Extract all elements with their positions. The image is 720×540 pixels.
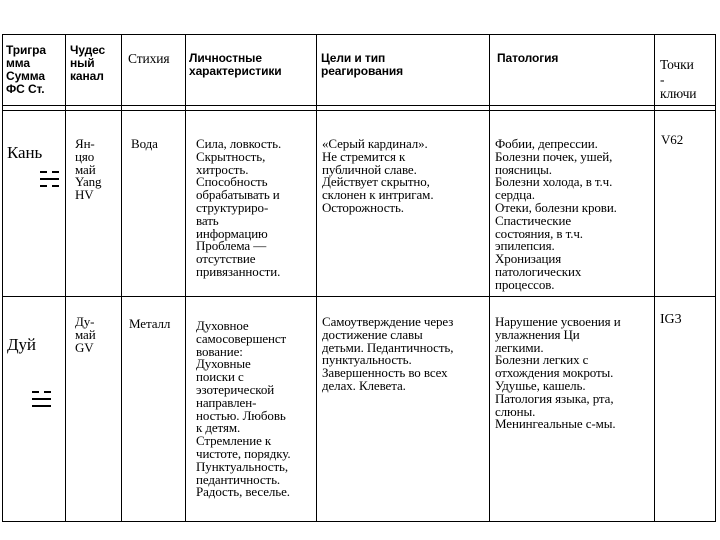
header-traits: Личностные характеристики [189, 51, 282, 78]
header-channel: Чудес ный канал [70, 43, 106, 83]
table-col-line-0 [2, 34, 3, 522]
row2-trigram-name: Дуй [7, 335, 36, 354]
row2-channel: Ду- май GV [75, 314, 96, 355]
table-col-line-4 [316, 34, 317, 522]
row1-channel: Ян- цяо май Yang HV [75, 136, 102, 203]
header-goals: Цели и тип реагирования [321, 51, 404, 78]
header-points: Точки - ключи [660, 57, 697, 101]
table-border-row-divider [2, 110, 716, 111]
header-pathology: Патология [497, 51, 559, 65]
row2-goals: Самоутверждение через достижение славы детьми. Педантичность, пунктуальность. Завершенность во всех делах. Клевета. [322, 314, 454, 393]
table-border-top [2, 34, 716, 35]
row2-element: Металл [129, 316, 171, 331]
table-col-line-7 [715, 34, 716, 522]
table-col-line-1 [65, 34, 66, 522]
row2-pathology: Нарушение усвоения и увлажнения Ци легкими. Болезни легких с отхождения мокроты. Удушье, кашель. Патология языка, рта, слюны. Менингеальные с-мы. [495, 314, 621, 432]
row1-points: V62 [661, 132, 684, 147]
row1-traits: Сила, ловкость. Скрытность, хитрость. Способность обрабатывать и структуриро- вать информацию Проблема — отсутствие привязанности. [196, 136, 282, 279]
row1-pathology: Фобии, депрессии. Болезни почек, ушей, поясницы. Болезни холода, в т.ч. сердца. Отеки, болезни крови. Спастические состояния, в т.ч. эпилепсия. Хронизация патологических процессов. [495, 136, 617, 292]
table-col-line-3 [185, 34, 186, 522]
row1-goals: «Серый кардинал». Не стремится к публичной славе. Действует скрытно, склонен к интригам. Осторожность. [322, 136, 434, 215]
table-border-bottom [2, 521, 716, 522]
header-element: Стихия [128, 51, 170, 66]
header-trigram: Тригра мма Сумма ФС Ст. [6, 43, 46, 96]
table-col-line-6 [654, 34, 655, 522]
row2-traits: Духовное самосовершенст вование: Духовные поиски с эзотерической направлен- ностью. Любовь к детям. Стремление к чистоте, порядку. Пунктуальность, педантичность. Радость, веселье. [196, 318, 291, 500]
row1-element: Вода [131, 136, 158, 151]
dui-trigram-icon [32, 390, 52, 408]
table-col-line-2 [121, 34, 122, 522]
row2-points: IG3 [660, 312, 682, 327]
table-border-header-bottom [2, 105, 716, 106]
row1-trigram-name: Кань [7, 143, 43, 162]
kan-trigram-icon [40, 170, 60, 188]
table-col-line-5 [489, 34, 490, 522]
table-border-row-separator [2, 296, 716, 297]
